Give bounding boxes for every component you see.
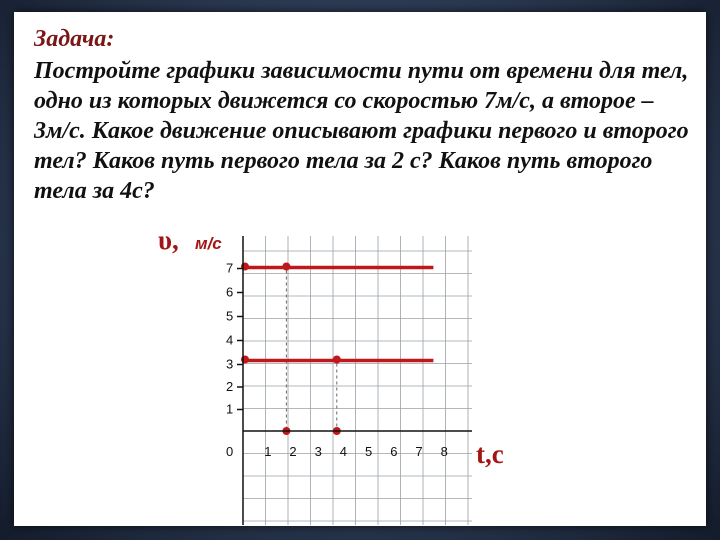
series-layer — [241, 263, 433, 436]
y-tick-label: 1 — [226, 401, 234, 417]
x-tick-label: 1 — [264, 444, 272, 459]
y-tick-label: 4 — [226, 332, 234, 348]
y-tick-label: 2 — [226, 379, 234, 394]
series-marked-point — [333, 356, 341, 364]
x-axis-label: t,с — [476, 439, 504, 469]
axes — [243, 236, 472, 525]
origin-label: 0 — [226, 444, 234, 459]
x-tick-label: 6 — [390, 444, 398, 459]
grid — [243, 236, 472, 525]
task-text: Постройте графики зависимости пути от времени для тел, одно из которых движется со скоростью 7м/с, а второе – 3м/с. Какое движение описывают графики первого и второго тел? Каков путь первого тела за 2 с? Каков путь второго тела за 4с? — [34, 58, 689, 204]
task-label: Задача: — [34, 26, 115, 52]
series-start-point — [241, 356, 249, 364]
y-axis-unit: м/с — [195, 234, 222, 253]
y-tick-label: 7 — [226, 260, 234, 276]
x-tick-label: 3 — [314, 444, 322, 459]
x-tick-label: 4 — [339, 444, 348, 459]
x-tick-label: 8 — [440, 444, 448, 459]
x-tick-label: 5 — [365, 444, 373, 459]
x-tick-label: 2 — [289, 444, 297, 459]
y-axis-symbol: υ, — [158, 225, 179, 255]
y-tick-label: 3 — [226, 356, 234, 372]
y-tick-label: 5 — [226, 308, 234, 324]
y-tick-label: 6 — [226, 284, 234, 300]
series-start-point — [241, 263, 249, 271]
x-tick-label: 7 — [415, 444, 423, 459]
series-marked-point — [282, 263, 290, 271]
